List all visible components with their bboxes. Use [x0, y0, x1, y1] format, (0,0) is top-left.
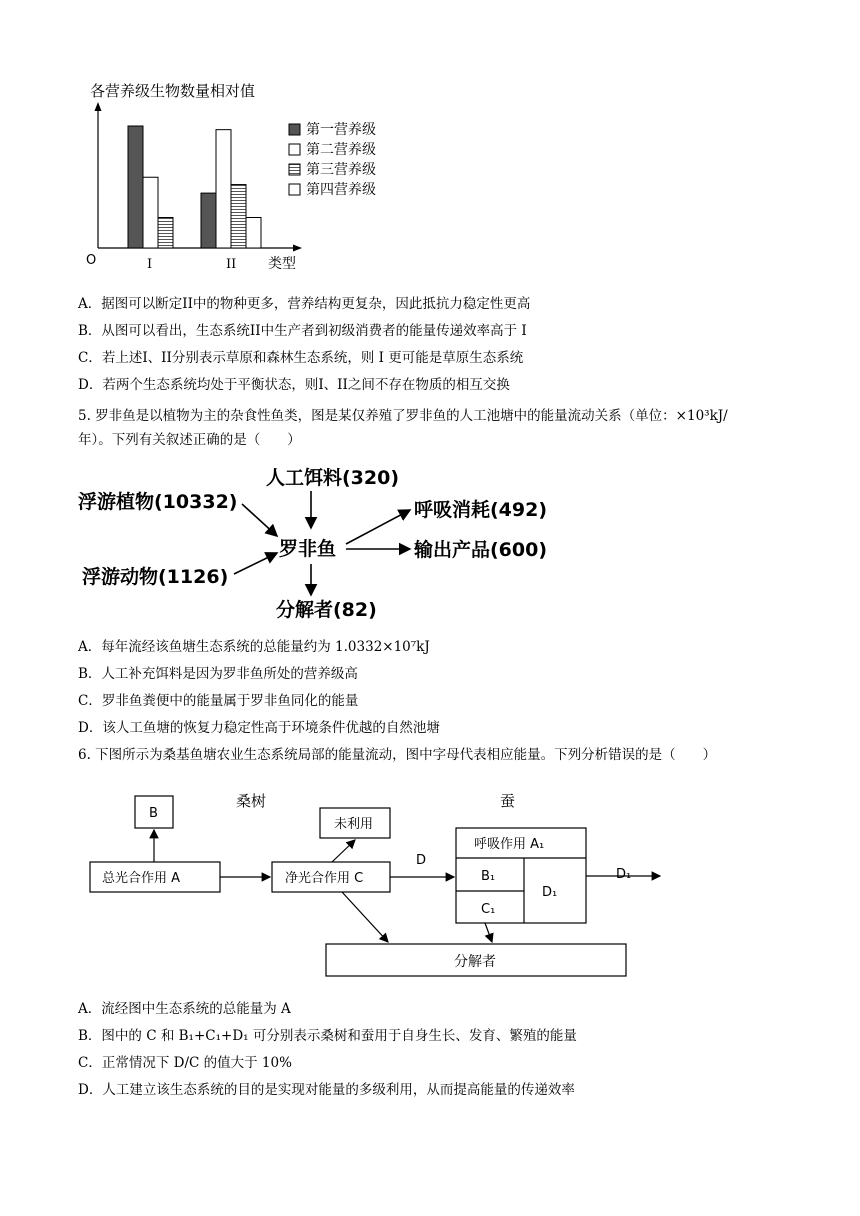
silkworm-c1-label: C₁: [481, 902, 496, 917]
y-axis-arrow: [95, 102, 102, 111]
q6-option-c: C．正常情况下 D/C 的值大于 10%: [78, 1055, 292, 1071]
decomposer-label: 分解者(82): [276, 599, 377, 621]
bar-2-series-3: [231, 185, 246, 248]
q5-option-b: B．人工补充饵料是因为罗非鱼所处的营养级高: [78, 666, 358, 682]
legend-swatch-1: [289, 124, 300, 135]
box-b-label: B: [149, 806, 158, 821]
x-axis-arrow: [293, 245, 302, 252]
q5-option-c: C．罗非鱼粪便中的能量属于罗非鱼同化的能量: [78, 693, 359, 709]
chart-legend: [289, 121, 376, 198]
legend-label-1: 第一营养级: [306, 122, 376, 138]
chart-origin: O: [86, 253, 97, 268]
energy-flow-diagram: [74, 458, 574, 628]
category-label-1: I: [147, 257, 153, 272]
tilapia-label: 罗非鱼: [279, 538, 337, 560]
box-unused-label: 未利用: [334, 817, 374, 832]
output-label: 输出产品(600): [414, 539, 548, 561]
zooplankton-label: 浮游动物(1126): [82, 566, 229, 588]
legend-label-3: 第三营养级: [306, 162, 376, 178]
q6-option-b: B．图中的 C 和 B₁+C₁+D₁ 可分别表示桑树和蚕用于自身生长、发育、繁殖的能量: [78, 1028, 577, 1044]
chart-ylabel: 各营养级生物数量相对值: [90, 82, 256, 100]
bar-1-series-3: [158, 218, 173, 249]
legend-label-4: 第四营养级: [306, 182, 376, 198]
box-net-photosynthesis-label: 净光合作用 C: [285, 871, 364, 886]
silkworm-d1-label: D₁: [542, 885, 558, 900]
q5-option-a: A．每年流经该鱼塘生态系统的总能量约为 1.0332×10⁷kJ: [78, 639, 430, 655]
category-label-2: II: [226, 257, 237, 272]
q5-stem-line-2: 年）。下列有关叙述正确的是（ ）: [78, 432, 301, 448]
legend-swatch-4: [289, 184, 300, 195]
chart-xlabel: 类型: [268, 256, 296, 272]
bars-group: [128, 126, 261, 248]
q6-option-a: A．流经图中生态系统的总能量为 A: [78, 1001, 291, 1017]
mulberry-fishpond-diagram: [80, 786, 730, 982]
legend-swatch-2: [289, 144, 300, 155]
bar-1-series-2: [143, 177, 158, 248]
silkworm-b1-label: B₁: [481, 869, 496, 884]
arrow-fish-to-resp: [346, 510, 410, 544]
q4-option-a: A．据图可以断定II中的物种更多，营养结构更复杂，因此抵抗力稳定性更高: [78, 296, 531, 312]
q5-stem-line-1: 5. 罗非鱼是以植物为主的杂食性鱼类，图是某仅养殖了罗非鱼的人工池塘中的能量流动关系（单位：×10³kJ/: [78, 408, 728, 424]
box-total-photosynthesis-label: 总光合作用 A: [102, 871, 181, 886]
legend-swatch-3: [289, 164, 300, 175]
arrow-c1-to-decomposer: [485, 923, 492, 942]
q4-option-c: C．若上述I、II分别表示草原和森林生态系统，则 I 更可能是草原生态系统: [78, 350, 524, 366]
silkworm-respiration-label: 呼吸作用 A₁: [474, 837, 545, 852]
bar-2-series-2: [216, 130, 231, 248]
box-decomposer-label: 分解者: [454, 954, 496, 970]
bar-2-series-1: [201, 193, 216, 248]
arrow-phyto-to-fish: [242, 504, 277, 536]
label-d: D: [416, 853, 427, 868]
arrow-c-to-decomposer: [342, 892, 388, 942]
q6-option-d: D．人工建立该生态系统的目的是实现对能量的多级利用，从而提高能量的传递效率: [78, 1082, 575, 1098]
q4-option-b: B．从图可以看出，生态系统II中生产者到初级消费者的能量传递效率高于 I: [78, 323, 527, 339]
legend-label-2: 第二营养级: [306, 142, 376, 158]
silkworm-label: 蚕: [500, 792, 516, 810]
arrow-zoo-to-fish: [234, 553, 277, 574]
phytoplankton-label: 浮游植物(10332): [78, 491, 238, 513]
q6-stem: 6. 下图所示为桑基鱼塘农业生态系统局部的能量流动，图中字母代表相应能量。下列分析错误的是（ ）: [78, 747, 717, 763]
mulberry-tree-label: 桑树: [236, 792, 267, 810]
bar-chart: [80, 76, 410, 276]
q4-option-d: D．若两个生态系统均处于平衡状态，则I、II之间不存在物质的相互交换: [78, 377, 510, 393]
bar-1-series-1: [128, 126, 143, 248]
q5-option-d: D．该人工鱼塘的恢复力稳定性高于环境条件优越的自然池塘: [78, 720, 440, 736]
respiration-label: 呼吸消耗(492): [414, 499, 548, 521]
feed-label: 人工饵料(320): [266, 467, 400, 489]
arrow-c-to-unused: [332, 840, 355, 862]
bar-2-series-4: [246, 218, 261, 249]
output-d1-label: D₁: [616, 867, 632, 882]
